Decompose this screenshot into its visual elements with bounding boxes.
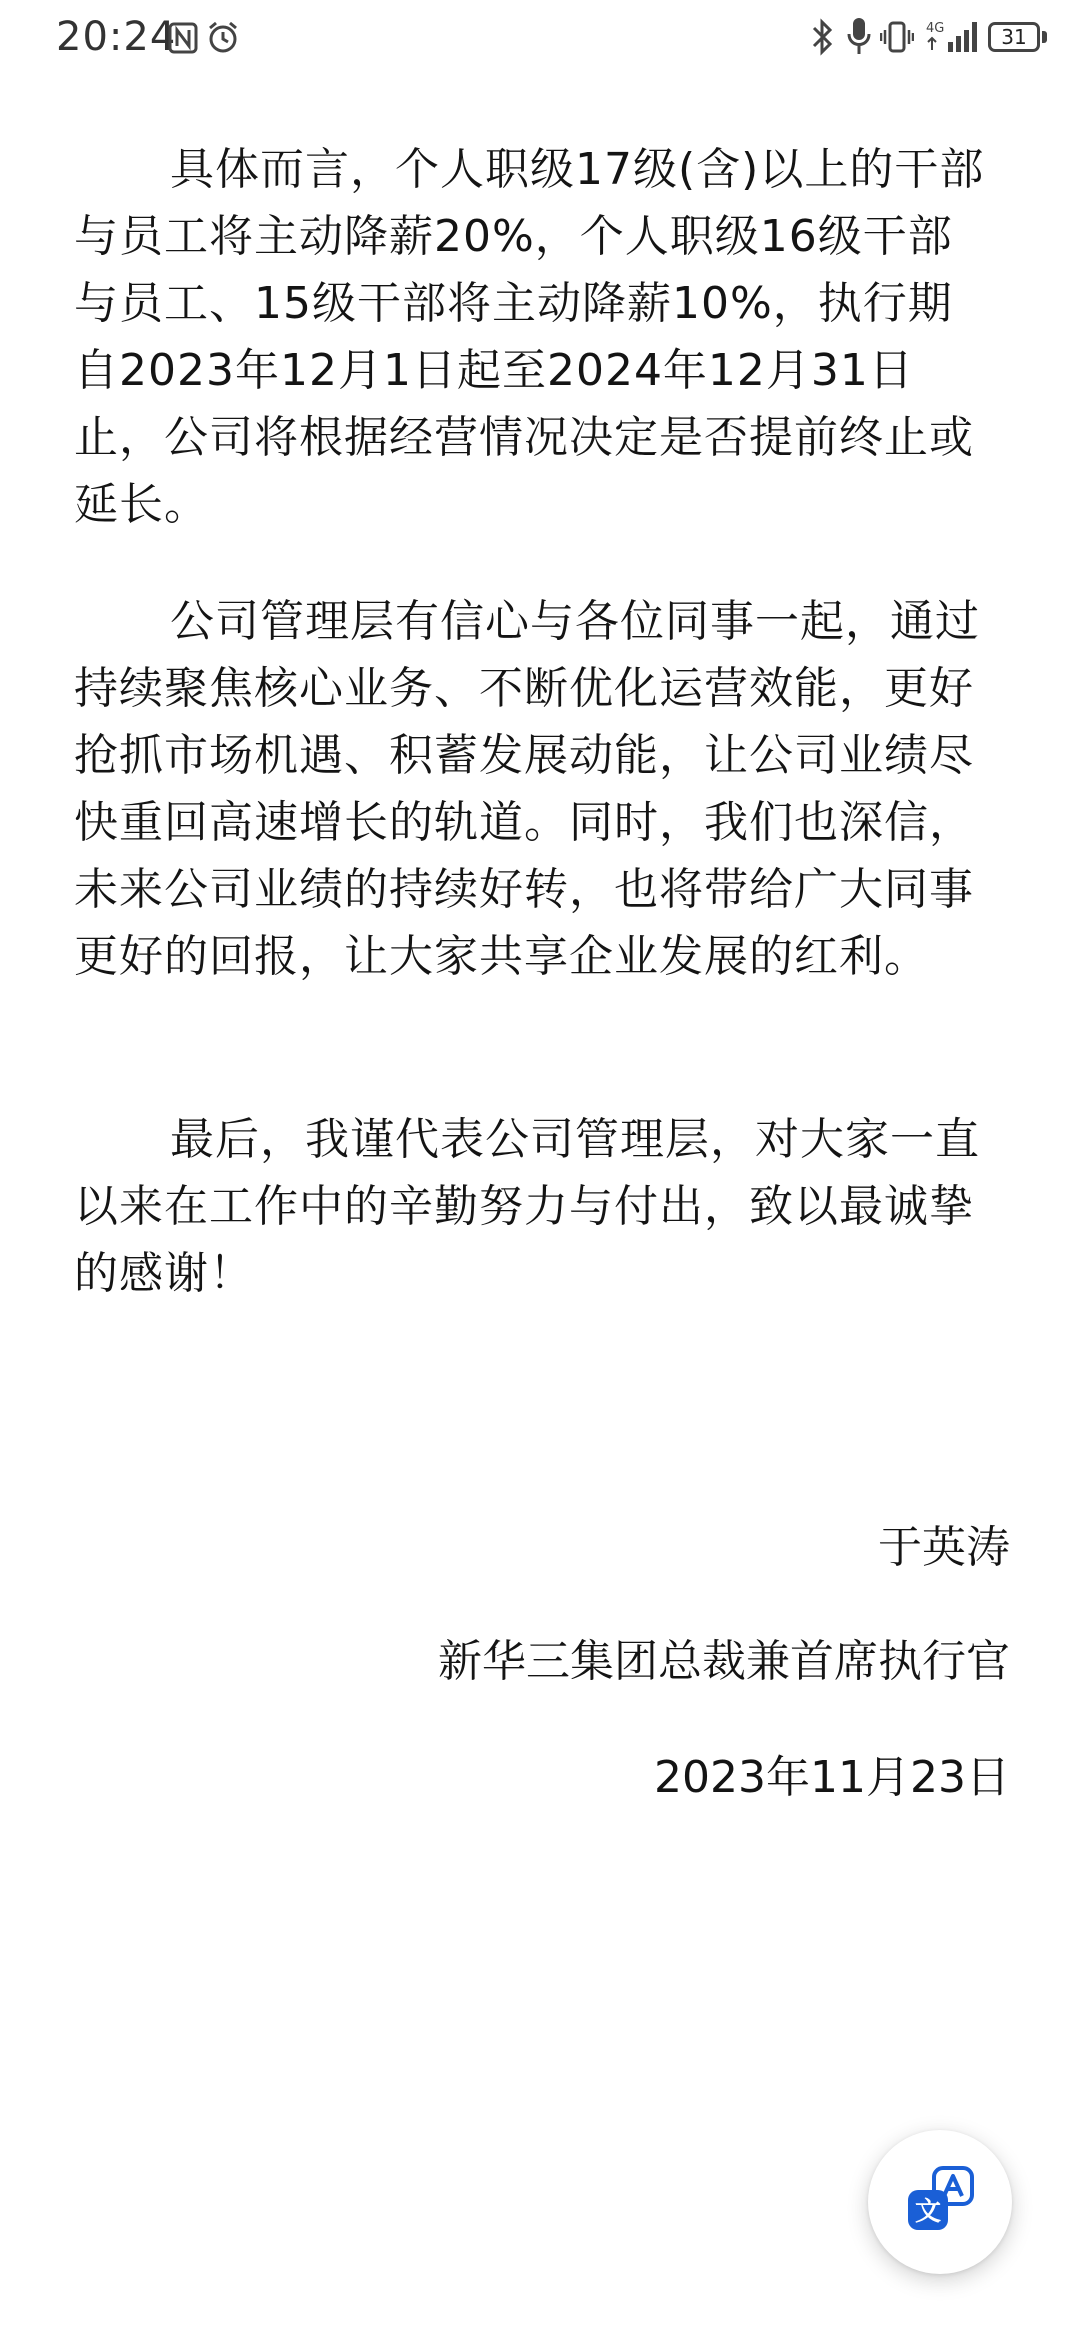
article-paragraph: 公司管理层有信心与各位同事一起，通过持续聚焦核心业务、不断优化运营效能，更好抢抓市场机遇、积蓄发展动能，让公司业绩尽快重回高速增长的轨道。同时，我们也深信，未来公司业绩的持续好转，也将带给广大同事更好的回报，让大家共享企业发展的红利。 — [74, 596, 980, 982]
nfc-icon — [168, 22, 198, 58]
signature-title: 新华三集团总裁兼首席执行官 — [438, 1636, 1010, 1687]
translate-button[interactable] — [868, 2130, 1012, 2274]
microphone-icon — [846, 16, 872, 60]
signal-4g-icon — [926, 18, 982, 58]
signature-date: 2023年11月23日 — [654, 1752, 1010, 1803]
bluetooth-icon — [810, 18, 834, 60]
article-paragraph: 具体而言，个人职级17级(含)以上的干部与员工将主动降薪20%，个人职级16级干部与员工、15级干部将主动降薪10%，执行期自2023年12月1日起至2024年12月31日止，公司将根据经营情况决定是否提前终止或延长。 — [74, 144, 985, 530]
article-paragraph: 最后，我谨代表公司管理层，对大家一直以来在工作中的辛勤努力与付出，致以最诚挚的感谢！ — [74, 1114, 980, 1299]
vibrate-icon — [880, 20, 914, 58]
battery-icon: 31 — [988, 22, 1040, 52]
svg-text:文: 文 — [914, 2197, 942, 2227]
translate-icon — [904, 2166, 976, 2238]
battery-tip — [1042, 31, 1047, 43]
alarm-icon — [206, 20, 240, 58]
status-time: 20:24 — [56, 14, 177, 60]
signature-name: 于英涛 — [878, 1522, 1010, 1573]
svg-text:4G: 4G — [926, 21, 945, 36]
status-bar — [0, 0, 1080, 80]
